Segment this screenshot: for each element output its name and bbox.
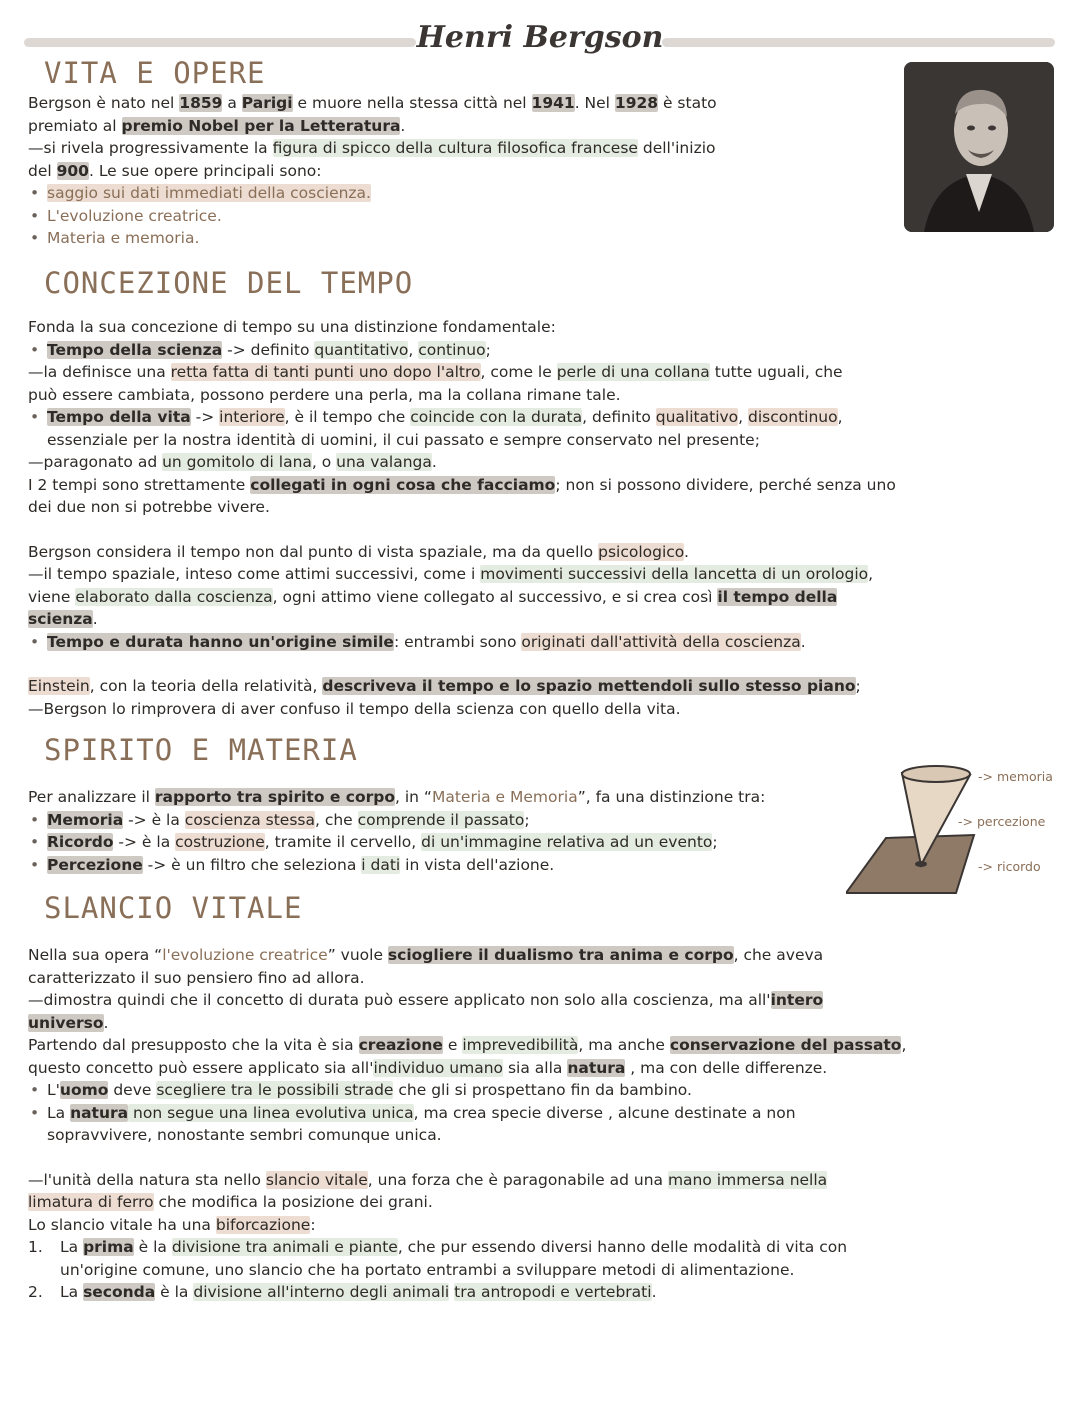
label-memoria: -> memoria [978, 769, 1053, 784]
text-line: —l'unità della natura sta nello slancio vitale, una forza che è paragonabile ad una mano immersa nella [28, 1170, 828, 1189]
text-line: —la definisce una retta fatta di tanti punti uno dopo l'altro, come le perle di una collana tutte uguali, che [28, 363, 843, 381]
list-item: • Percezione -> è un filtro che seleziona i dati in vista dell'azione. [28, 854, 908, 877]
bergson-portrait [904, 62, 1054, 232]
text-line: essenziale per la nostra identità di uomini, il cui passato e sempre conservato nel presente; [47, 430, 760, 449]
section-vita-opere [28, 92, 888, 250]
text-line: questo concetto può essere applicato sia all'individuo umano sia alla natura , ma con delle differenze. [28, 1058, 828, 1077]
text-line: Lo slancio vitale ha una biforcazione: [28, 1215, 316, 1234]
list-item: • Tempo della scienza -> definito quantitativo, continuo; [28, 339, 1058, 362]
text-line: premiato al premio Nobel per la Letteratura. [28, 116, 406, 135]
text-line: Partendo dal presupposto che la vita è sia creazione e imprevedibilità, ma anche conservazione del passato, [28, 1036, 907, 1054]
text-line: limatura di ferro che modifica la posizione dei grani. [28, 1193, 433, 1211]
list-item: • Tempo della vita -> interiore, è il tempo che coincide con la durata, definito qualitativo, discontinuo, [28, 406, 1058, 429]
text-line: I 2 tempi sono strettamente collegati in ogni cosa che facciamo; non si possono dividere, perché senza uno [28, 475, 896, 494]
text-line: Per analizzare il rapporto tra spirito e corpo, in “Materia e Memoria”, fa una distinzione tra: [28, 788, 766, 806]
text-line: Bergson è nato nel 1859 a Parigi e muore nella stessa città nel 1941. Nel 1928 è stato [28, 94, 717, 112]
text-line: Fonda la sua concezione di tempo su una distinzione fondamentale: [28, 318, 556, 336]
label-ricordo: -> ricordo [978, 859, 1041, 874]
label-percezione: -> percezione [958, 814, 1046, 829]
text-line: viene elaborato dalla coscienza, ogni attimo viene collegato al successivo, e si crea così il tempo della [28, 587, 838, 606]
portrait-icon [904, 62, 1054, 232]
heading-spirito-materia: SPIRITO E MATERIA [44, 733, 358, 767]
text-line: —il tempo spaziale, inteso come attimi successivi, come i movimenti successivi della lancetta di un orologio, [28, 565, 874, 583]
list-item: • L'uomo deve scegliere tra le possibili strade che gli si prospettano fin da bambino. [28, 1079, 1058, 1102]
list-item: • Materia e memoria. [28, 227, 888, 250]
text-line: Einstein, con la teoria della relatività, descriveva il tempo e lo spazio mettendoli sullo stesso piano; [28, 677, 861, 695]
text-line: universo. [28, 1013, 109, 1032]
text-line: —dimostra quindi che il concetto di durata può essere applicato non solo alla coscienza, ma all'intero [28, 991, 824, 1009]
numbered-item: 1. La prima è la divisione tra animali e piante, che pur essendo diversi hanno delle modalità di vita con [28, 1238, 848, 1256]
section-slancio-vitale [28, 944, 1058, 1304]
text-line: sopravvivere, nonostante sembri comunque unica. [47, 1126, 442, 1144]
text-line: —paragonato ad un gomitolo di lana, o una valanga. [28, 453, 437, 471]
text-line: Nella sua opera “l'evoluzione creatrice” vuole sciogliere il dualismo tra anima e corpo, che aveva [28, 946, 824, 964]
heading-concezione-tempo: CONCEZIONE DEL TEMPO [44, 266, 414, 300]
list-item: • La natura non segue una linea evolutiva unica, ma crea specie diverse , alcune destinate a non [28, 1102, 1058, 1125]
page-title: Henri Bergson [416, 20, 664, 55]
memory-cone-diagram [846, 763, 1066, 898]
text-line: —Bergson lo rimprovera di aver confuso il tempo della scienza con quello della vita. [28, 699, 681, 718]
list-item: • L'evoluzione creatrice. [28, 205, 888, 228]
heading-vita-opere: VITA E OPERE [44, 56, 266, 90]
text-line: del 900. Le sue opere principali sono: [28, 161, 322, 180]
text-line: può essere cambiata, possono perdere una perla, ma la collana rimane tale. [28, 385, 621, 404]
text-line: scienza. [28, 610, 98, 628]
list-item: • Tempo e durata hanno un'origine simile: entrambi sono originati dall'attività della coscienza. [28, 631, 1058, 654]
section-concezione-tempo [28, 316, 1058, 720]
list-item: • Memoria -> è la coscienza stessa, che comprende il passato; [28, 809, 908, 832]
text-line: caratterizzato il suo pensiero fino ad allora. [28, 968, 365, 987]
section-spirito-materia [28, 786, 908, 876]
text-line: dei due non si potrebbe vivere. [28, 498, 270, 516]
heading-slancio-vitale: SLANCIO VITALE [44, 891, 303, 925]
title-rule-left [24, 38, 416, 47]
text-line: —si rivela progressivamente la figura di spicco della cultura filosofica francese dell'inizio [28, 139, 716, 157]
numbered-item: 2. La seconda è la divisione all'interno degli animali tra antropodi e vertebrati. [28, 1283, 657, 1301]
title-rule-right [662, 38, 1055, 47]
text-line: un'origine comune, uno slancio che ha portato entrambi a sviluppare metodi di alimentazione. [60, 1260, 795, 1279]
list-item: • saggio sui dati immediati della coscienza. [28, 182, 888, 205]
list-item: • Ricordo -> è la costruzione, tramite il cervello, di un'immagine relativa ad un evento; [28, 831, 908, 854]
text-line: Bergson considera il tempo non dal punto di vista spaziale, ma da quello psicologico. [28, 542, 689, 561]
